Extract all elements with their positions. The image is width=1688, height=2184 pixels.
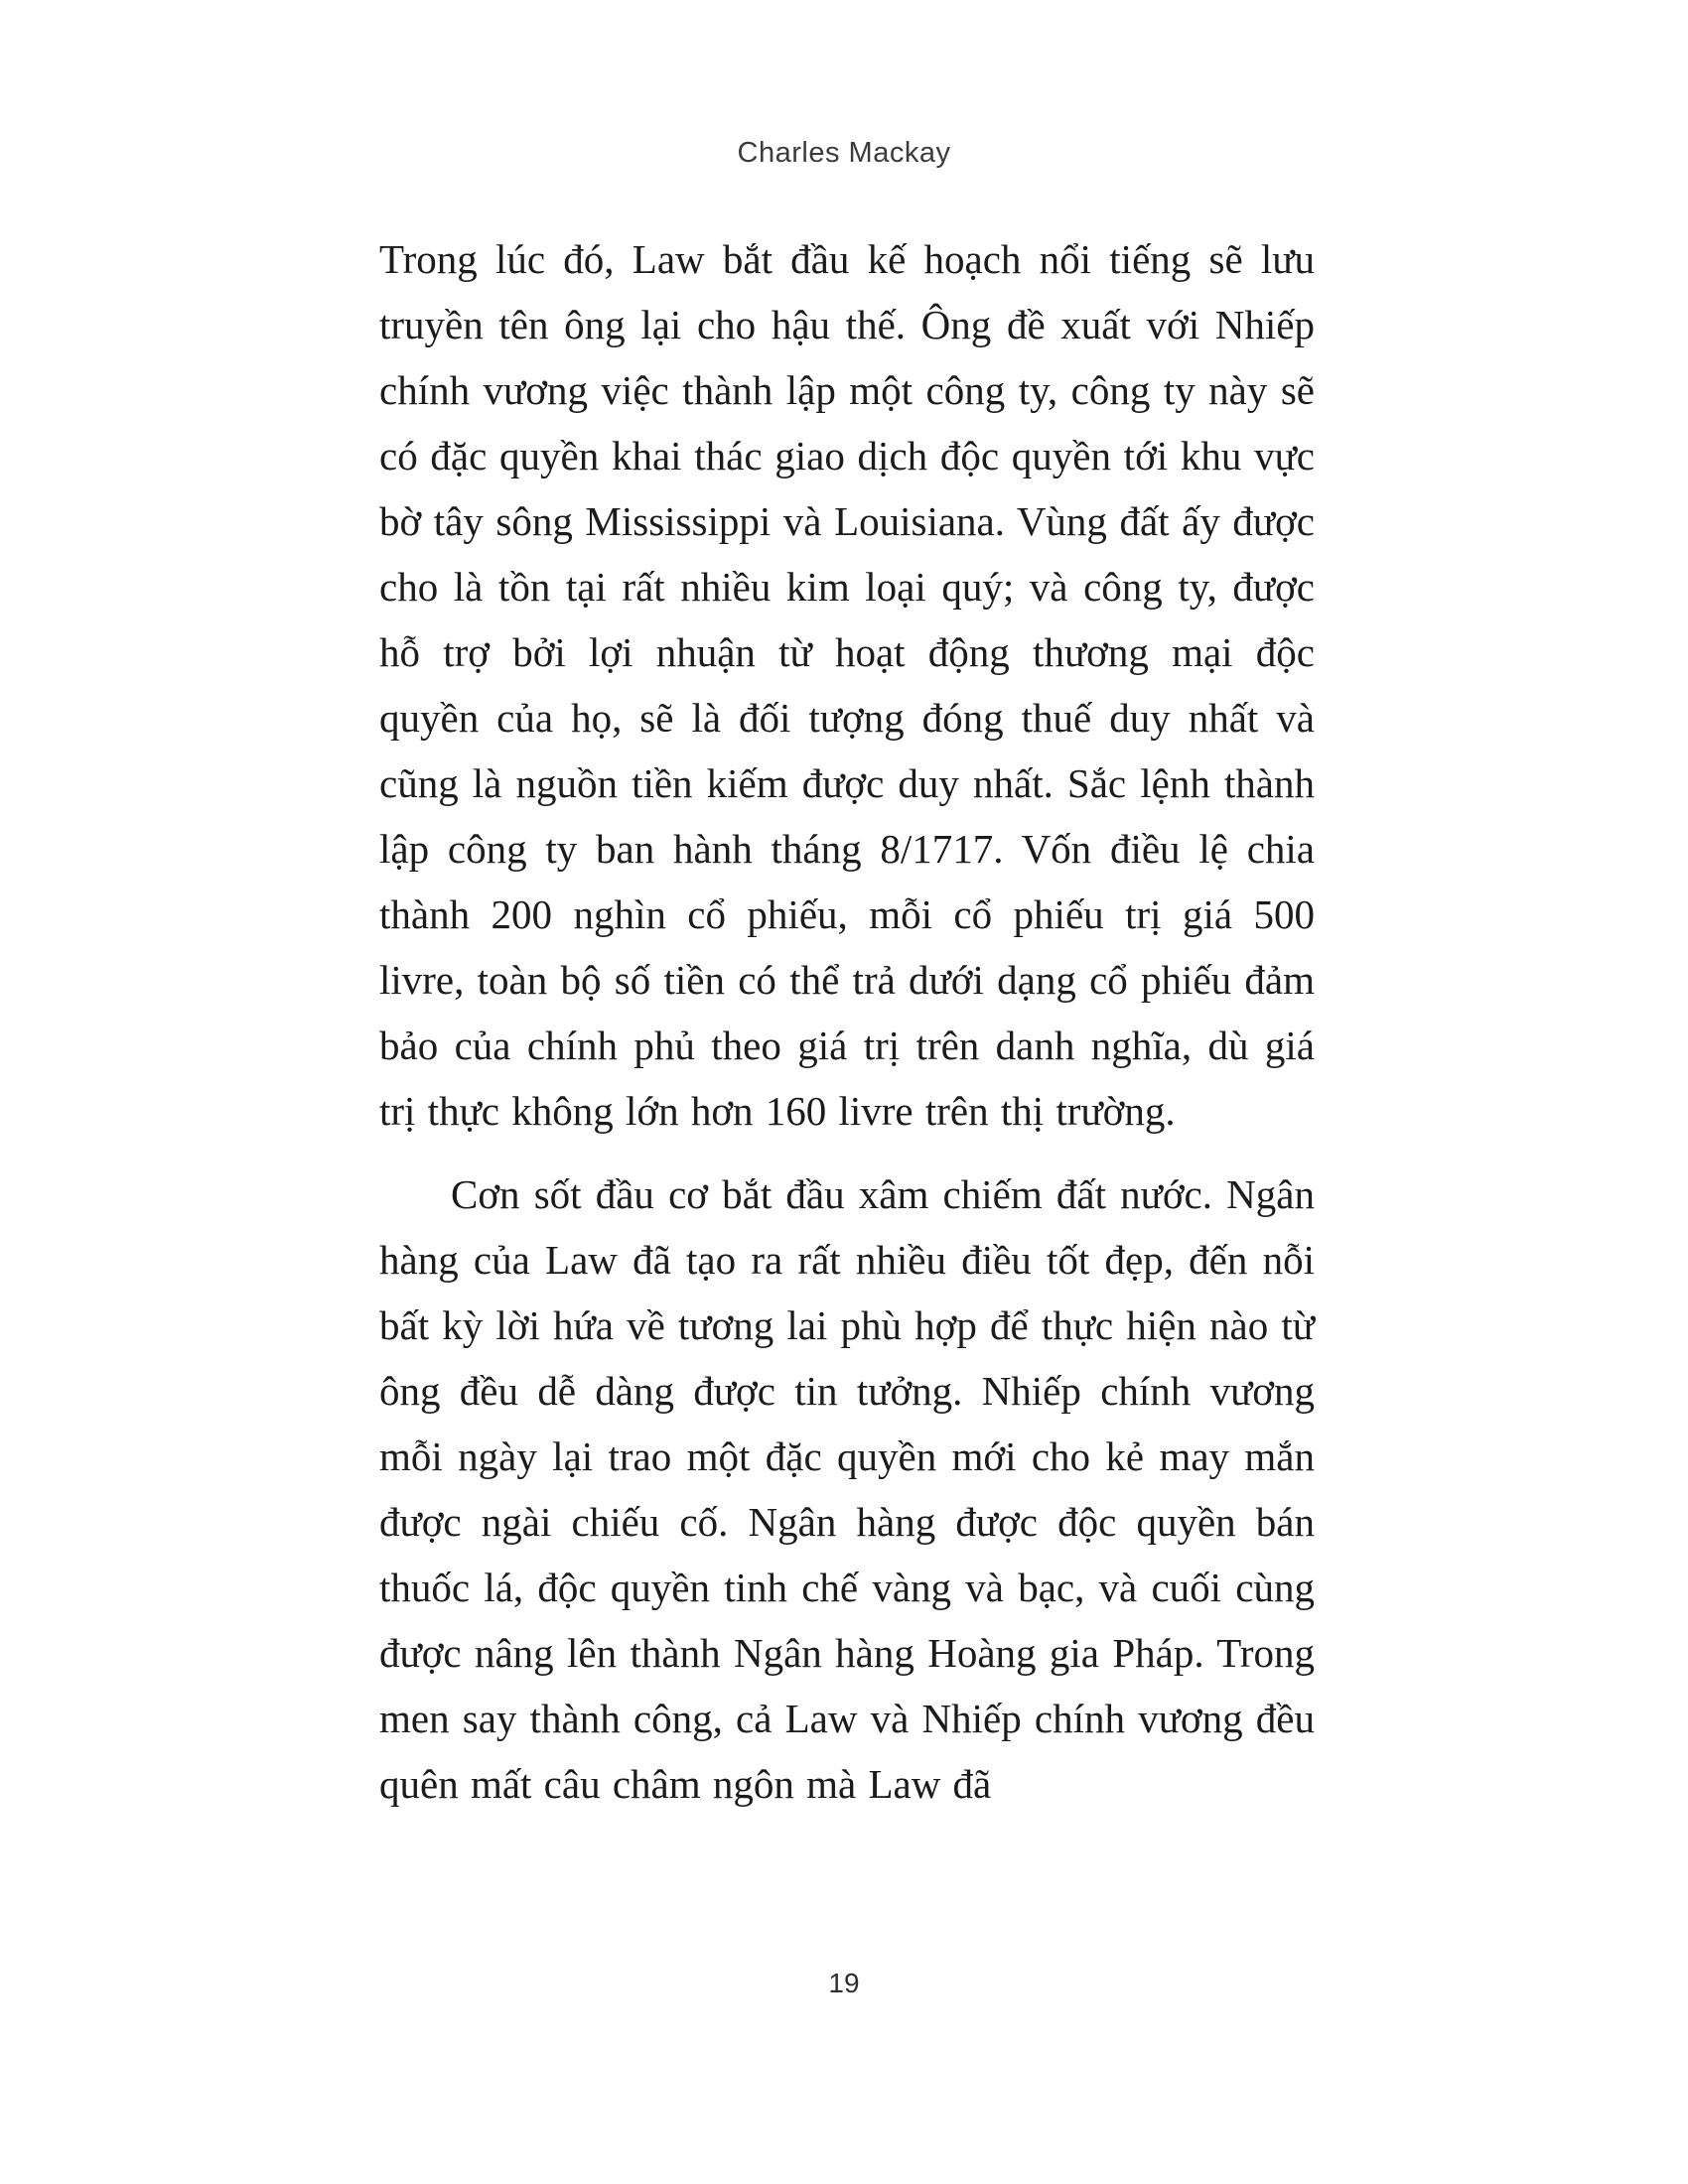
paragraph-2: Cơn sốt đầu cơ bắt đầu xâm chiếm đất nước. Ngân hàng của Law đã tạo ra rất nhiều điều tốt đẹp, đến nỗi bất kỳ lời hứa về tương lai phù hợp để thực hiện nào từ ông đều dễ dàng được tin tưởng. Nhiếp chính vương mỗi ngày lại trao một đặc quyền mới cho kẻ may mắn được ngài chiếu cố. Ngân hàng được độc quyền bán thuốc lá, độc quyền tinh chế vàng và bạc, và cuối cùng được nâng lên thành Ngân hàng Hoàng gia Pháp. Trong men say thành công, cả Law và Nhiếp chính vương đều quên mất câu châm ngôn mà Law đã: [379, 1171, 1315, 1807]
page-number: 19: [828, 1968, 860, 1998]
body-text: [379, 226, 1315, 1817]
running-header-author: Charles Mackay: [737, 137, 951, 169]
paragraph-1: Trong lúc đó, Law bắt đầu kế hoạch nổi tiếng sẽ lưu truyền tên ông lại cho hậu thế. Ông đề xuất với Nhiếp chính vương việc thành lập một công ty, công ty này sẽ có đặc quyền khai thác giao dịch độc quyền tới khu vực bờ tây sông Mississippi và Louisiana. Vùng đất ấy được cho là tồn tại rất nhiều kim loại quý; và công ty, được hỗ trợ bởi lợi nhuận từ hoạt động thương mại độc quyền của họ, sẽ là đối tượng đóng thuế duy nhất và cũng là nguồn tiền kiếm được duy nhất. Sắc lệnh thành lập công ty ban hành tháng 8/1717. Vốn điều lệ chia thành 200 nghìn cổ phiếu, mỗi cổ phiếu trị giá 500 livre, toàn bộ số tiền có thể trả dưới dạng cổ phiếu đảm bảo của chính phủ theo giá trị trên danh nghĩa, dù giá trị thực không lớn hơn 160 livre trên thị trường.: [379, 236, 1315, 1134]
